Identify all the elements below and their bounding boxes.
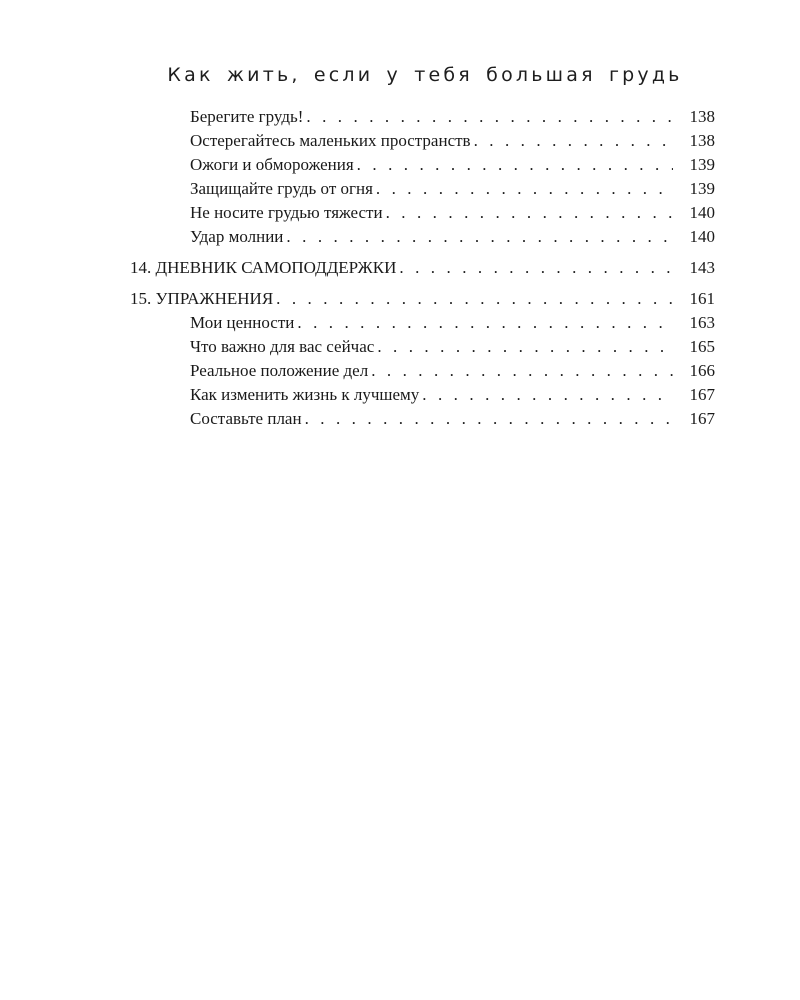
toc-page-number: 143 (689, 258, 715, 277)
toc-entry (130, 153, 715, 177)
toc-entry (130, 225, 715, 249)
dot-leader (474, 129, 673, 153)
dot-leader (276, 287, 673, 311)
toc-page-number: 140 (689, 227, 715, 246)
toc-entry-title: Реальное положение дел (190, 361, 369, 380)
dot-leader (377, 335, 673, 359)
table-of-contents (130, 105, 715, 431)
toc-page-number: 140 (689, 203, 715, 222)
toc-entry-title: Остерегайтесь маленьких пространств (190, 131, 471, 150)
dot-leader (376, 177, 673, 201)
dot-leader (286, 225, 673, 249)
toc-entry-title: Мои ценности (190, 313, 295, 332)
toc-page-number: 139 (689, 155, 715, 174)
dot-leader (306, 105, 673, 129)
toc-chapter-title: 15. УПРАЖНЕНИЯ (130, 289, 274, 308)
toc-chapter (130, 287, 715, 311)
toc-page-number: 163 (689, 313, 715, 332)
dot-leader (399, 256, 673, 280)
toc-entry (130, 311, 715, 335)
toc-chapter (130, 256, 715, 280)
toc-entry (130, 383, 715, 407)
dot-leader (305, 407, 673, 431)
toc-entry-title: Не носите грудью тяжести (190, 203, 383, 222)
running-head: Как жить, если у тебя большая грудь (167, 64, 683, 86)
toc-section (130, 256, 715, 280)
dot-leader (297, 311, 673, 335)
dot-leader (422, 383, 673, 407)
toc-entry-title: Составьте план (190, 409, 302, 428)
toc-page-number: 165 (689, 337, 715, 356)
toc-page-number: 166 (689, 361, 715, 380)
toc-chapter-title: 14. ДНЕВНИК САМОПОДДЕРЖКИ (130, 258, 397, 277)
toc-entry (130, 177, 715, 201)
toc-page-number: 138 (689, 131, 715, 150)
toc-entry-title: Что важно для вас сейчас (190, 337, 375, 356)
toc-entry-title: Берегите грудь! (190, 107, 304, 126)
dot-leader (386, 201, 673, 225)
toc-entry-title: Защищайте грудь от огня (190, 179, 373, 198)
toc-entry (130, 359, 715, 383)
toc-section (130, 287, 715, 431)
toc-page-number: 167 (689, 385, 715, 404)
toc-entry-title: Удар молнии (190, 227, 284, 246)
toc-entry (130, 105, 715, 129)
dot-leader (371, 359, 673, 383)
toc-entry-title: Ожоги и обморожения (190, 155, 354, 174)
toc-entry (130, 201, 715, 225)
toc-entry (130, 335, 715, 359)
toc-page-number: 138 (689, 107, 715, 126)
toc-entry (130, 407, 715, 431)
toc-section (130, 105, 715, 249)
toc-page-number: 161 (689, 289, 715, 308)
dot-leader (357, 153, 673, 177)
toc-page-number: 139 (689, 179, 715, 198)
toc-entry (130, 129, 715, 153)
toc-entry-title: Как изменить жизнь к лучшему (190, 385, 420, 404)
toc-page-number: 167 (689, 409, 715, 428)
